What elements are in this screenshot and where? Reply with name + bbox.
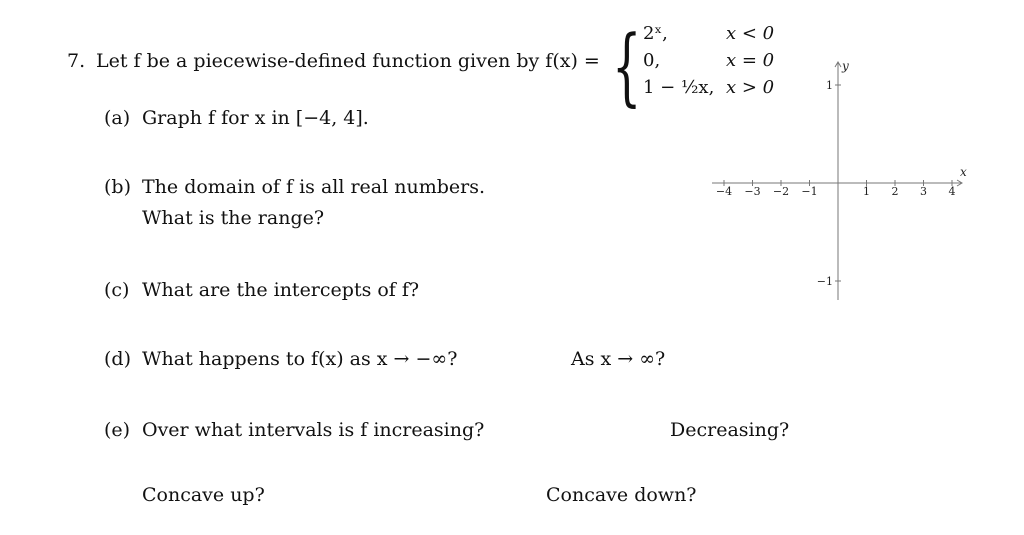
part-e-label: (e) [104, 419, 131, 441]
concave-up-text: Concave up? [142, 484, 265, 506]
piece-expr-2: 0, [643, 50, 661, 71]
part-d-text2: As x → ∞? [571, 348, 666, 370]
part-b-line2: What is the range? [142, 207, 325, 229]
concave-down-text: Concave down? [546, 484, 697, 506]
part-d-text: What happens to f(x) as x → −∞? [142, 348, 458, 370]
part-a-text: Graph f for x in [−4, 4]. [142, 107, 369, 129]
x-axis-label: x [960, 165, 967, 179]
piece-expr-1: 2ˣ, [643, 23, 668, 44]
part-c-label: (c) [104, 279, 130, 301]
x-tick-label: 1 [863, 185, 870, 198]
part-c-text: What are the intercepts of f? [142, 279, 420, 301]
x-tick-label: 2 [891, 185, 899, 198]
x-tick-label: −2 [772, 185, 790, 198]
piece-cond-3: x > 0 [726, 77, 775, 98]
part-d-label: (d) [104, 348, 131, 370]
part-b-label: (b) [104, 176, 131, 198]
part-b-line1: The domain of f is all real numbers. [142, 176, 486, 198]
x-tick-label: 4 [948, 185, 956, 198]
piece-expr-3: 1 − ½x, [643, 77, 715, 98]
piecewise-brace: { [612, 17, 642, 115]
piece-cond-2: x = 0 [726, 50, 775, 71]
problem-intro: Let f be a piecewise-defined function given by f(x) = [96, 50, 600, 72]
problem-number: 7. [67, 50, 86, 72]
x-tick-label: −4 [715, 185, 733, 198]
x-tick-label: 3 [920, 185, 927, 198]
x-tick-label: −3 [744, 185, 761, 198]
y-axis-label: y [842, 59, 849, 73]
piece-cond-1: x < 0 [726, 23, 775, 44]
part-e-text2: Decreasing? [670, 419, 790, 441]
y-tick-label: −1 [816, 275, 833, 288]
part-e-text: Over what intervals is f increasing? [142, 419, 485, 441]
part-a-label: (a) [104, 107, 131, 129]
y-tick-label: 1 [826, 79, 833, 92]
x-tick-label: −1 [801, 185, 818, 198]
